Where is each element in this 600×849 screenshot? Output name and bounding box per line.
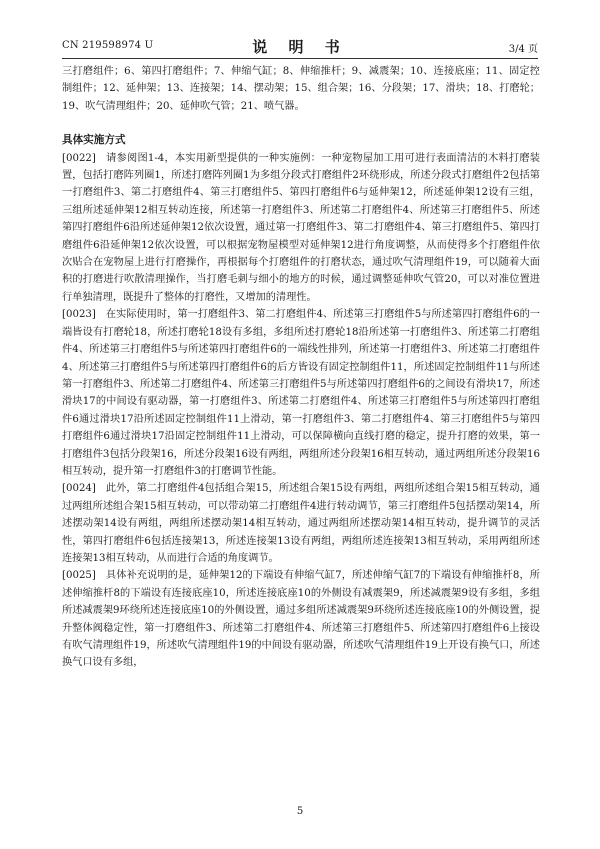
paragraph-text: 具体补充说明的是，延伸架12的下端设有伸缩气缸7，所述伸缩气缸7的下端设有伸缩推杆8，所述伸缩推杆8的下端设有连接底座10，所述连接底座10的外侧设有减震架9，所述减震架9设有多组，多组所述减震架9环绕所述连接底座10的外侧设置，通过多组所述减震架9环绕所述连接底座10的外侧设置，提升整体阀稳定性，第一打磨组件3、所述第二打磨组件4、所述第三打磨组件5、所述第四打磨组件6上接设有吹气清理组件19，所述吹气清理组件19的中间设有驱动器，所述吹气清理组件19上开设有换气口，所述换气口设有多组， <box>62 570 540 669</box>
paragraph-number: [0022] <box>62 152 96 164</box>
paragraph-0024 <box>62 480 540 567</box>
document-title: 说 明 书 <box>252 38 348 56</box>
paragraph-number: [0025] <box>62 570 96 582</box>
page-indicator: 3/4 页 <box>508 44 538 55</box>
continued-text: 三打磨组件；6、第四打磨组件；7、伸缩气缸；8、伸缩推杆；9、减震架；10、连接底座；11、固定控制组件；12、延伸架；13、连接架；14、摆动架；15、组合架；16、分段架；17、滑块；18、打磨轮；19、吹气清理组件；20、延伸吹气管；21、喷气器。 <box>62 66 540 112</box>
paragraph-0023 <box>62 306 540 480</box>
paragraph-0025 <box>62 567 540 671</box>
page-header <box>62 36 538 56</box>
document-body <box>62 63 540 672</box>
paragraph-text: 请参阅图1-4，本实用新型提供的一种实施例：一种宠物屋加工用可进行表面清洁的木料打磨装置，包括打磨阵列圈1，所述打磨阵列圈1为多组分段式打磨组件2环绕形成，所述分段式打磨组件2包括第一打磨组件3、第二打磨组件4、第三打磨组件5、第四打磨组件6与延伸架12，所述延伸架12设有三组，三组所述延伸架12相互转动连接，所述第一打磨组件3、所述第二打磨组件4、所述第三打磨组件5、所述第四打磨组件6沿所述延伸架12依次设置，通过第一打磨组件3、第二打磨组件4、第三打磨组件5、第四打磨组件6沿延伸架12依次设置，可以根据宠物屋模型对延伸架12进行角度调整，从而使得多个打磨组件依次贴合在宠物屋上进行打磨操作，再根据每个打磨组件的打磨状态，通过吹气清理组件19，可以随着大面积的打磨进行吹散清理操作，当打磨毛刺与细小的地方的时候，通过调整延伸吹气管20，可以对准位置进行单独清理，既提升了整体的打磨性，又增加的清理性。 <box>62 152 540 303</box>
page-number: 5 <box>296 806 304 817</box>
paragraph-number: [0023] <box>62 309 96 321</box>
header-divider <box>62 58 538 59</box>
paragraph-number: [0024] <box>62 483 96 495</box>
paragraph-text: 此外，第二打磨组件4包括组合架15，所述组合架15设有两组，两组所述组合架15相互转动，通过两组所述组合架15相互转动，可以带动第二打磨组件4进行转动调节，第三打磨组件5包括摆动架14，所述摆动架14设有两组，两组所述摆动架14相互转动，通过两组所述摆动架14相互转动，提升调节的灵活性，第四打磨组件6包括连接架13，所述连接架13设有两组，两组所述连接架13相互转动，采用两组所述连接架13相互转动，从而进行合适的角度调节。 <box>62 483 540 564</box>
paragraph-text: 在实际使用时，第一打磨组件3、第二打磨组件4、所述第三打磨组件5与所述第四打磨组件6的一端皆设有打磨轮18，所述打磨轮18设有多组，多组所述打磨轮18沿所述第一打磨组件3、所述第二打磨组件4、所述第三打磨组件5与所述第四打磨组件6的一端线性排列，所述第一打磨组件3、所述第二打磨组件4、所述第三打磨组件5与所述第四打磨组件6的后方皆设有固定控制组件11，所述固定控制组件11与所述第一打磨组件3、所述第二打磨组件4、所述第三打磨组件5与所述第四打磨组件6的之间设有滑块17，所述滑块17的中间设有驱动器，第一打磨组件3、所述第二打磨组件4、所述第三打磨组件5与所述第四打磨组件6通过滑块17沿所述固定控制组件11上滑动，第一打磨组件3、第二打磨组件4、第三打磨组件5与第四打磨组件6通过滑块17沿固定控制组件11上滑动，可以保障横向直线打磨的稳定，提升打磨的效果，第一打磨组件3包括分段架16，所述分段架16设有两组，两组所述分段架16相互转动，通过两组所述分段架16相互转动，提升第一打磨组件3的打磨调节性能。 <box>62 309 540 477</box>
paragraph-0022 <box>62 150 540 307</box>
section-heading: 具体实施方式 <box>62 134 126 147</box>
patent-number: CN 219598974 U <box>62 40 154 51</box>
